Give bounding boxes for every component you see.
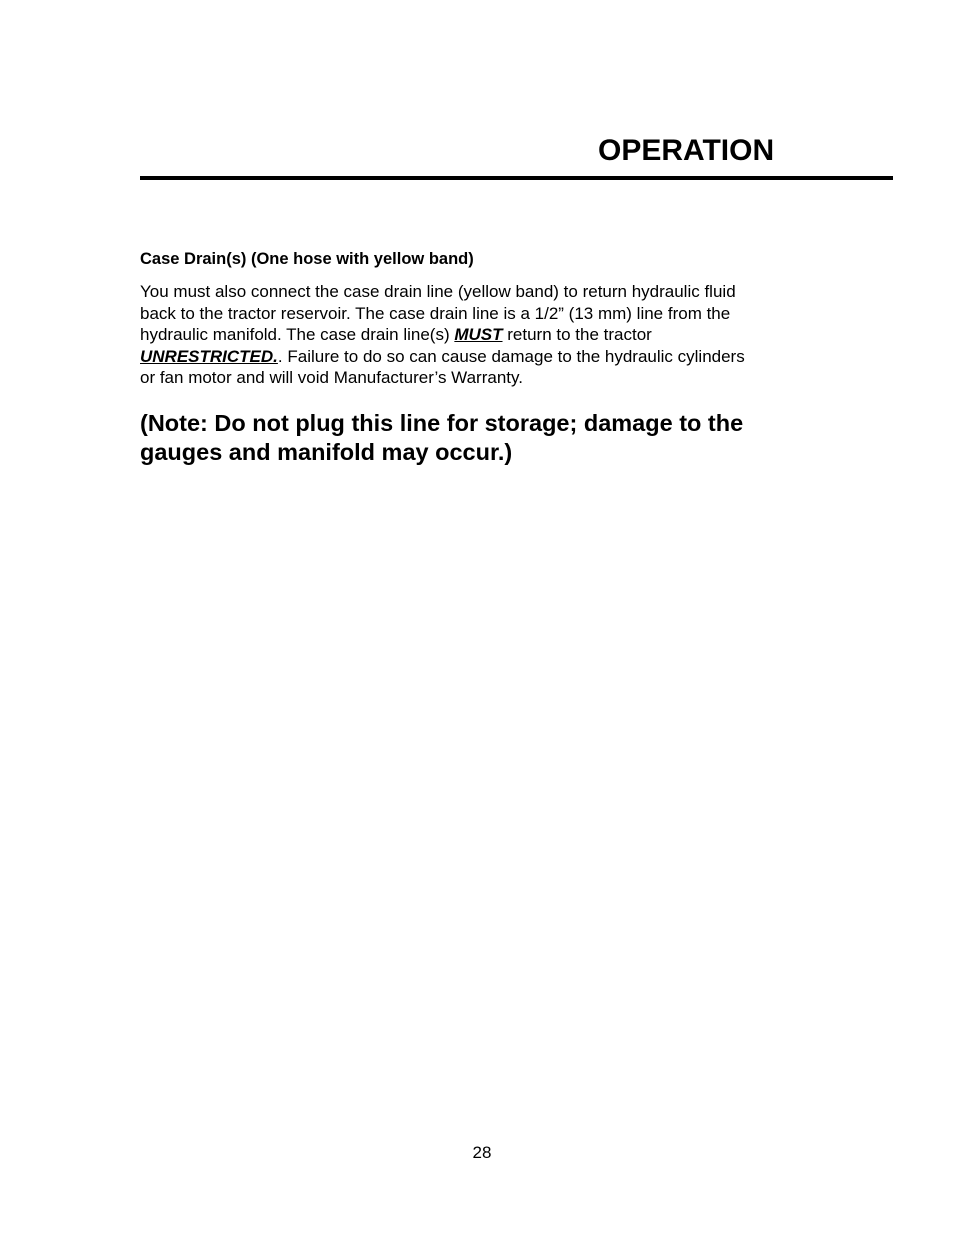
body-line [140,324,840,346]
title-divider [140,176,893,180]
body-line [140,346,840,368]
page-title: OPERATION [598,134,775,167]
body-text-segment: return to the tractor [502,325,652,344]
page-number: 28 [472,1143,492,1162]
note-line: gauges and manifold may occur.) [140,439,513,465]
must-emphasis: MUST [454,325,503,344]
note-line: (Note: Do not plug this line for storage; damage to the [140,410,744,436]
section-heading: Case Drain(s) (One hose with yellow band) [140,250,474,268]
unrestricted-emphasis: UNRESTRICTED. [140,346,278,366]
body-text-segment: hydraulic manifold. The case drain line(s) [140,325,455,344]
body-line: You must also connect the case drain line (yellow band) to return hydraulic fluid [140,282,736,301]
body-line: back to the tractor reservoir. The case drain line is a 1/2” (13 mm) line from the [140,303,731,323]
body-paragraph [140,281,840,389]
body-text-segment: . Failure to do so can cause damage to the hydraulic cylinders [277,346,745,366]
storage-note [140,409,860,467]
body-line: or fan motor and will void Manufacturer’s Warranty. [140,368,523,387]
